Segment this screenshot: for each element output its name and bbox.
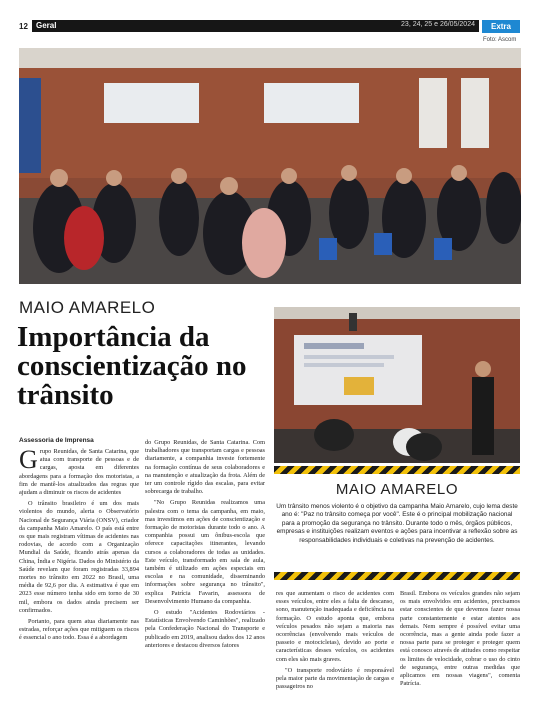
paragraph: O trânsito brasileiro é um dos mais violentos do mundo, alerta o Observatório Nacional de Segurança Viária (ONSV), criador da campanha Maio Amarelo. O país está entre os que mais registram vítimas de acidentes nas rodovias, de acordo com a Organização Mundial da Saúde, ficando atrás apenas da China, Índia e Nigéria. Dados do Ministério da Saúde revelam que foram registradas 33,894 mortes no trânsito em 2022 no Brasil, uma média de 92,6 por dia. A estimativa é que em 2023 esse número tenha sido em torno de 30 mil, embora os dados ainda precisem ser confirmados. <box>19 500 139 614</box>
page-header <box>0 0 541 44</box>
drop-cap: G <box>19 448 38 474</box>
article-kicker: MAIO AMARELO <box>19 298 156 317</box>
section-bar <box>32 20 479 32</box>
article-headline: Importância da conscientização no trânsito <box>17 321 247 411</box>
article-byline: Assessoria de Imprensa <box>19 437 94 444</box>
article-column-1 <box>19 448 139 717</box>
paragraph: O estudo "Acidentes Rodoviários - Estatísticas Envolvendo Caminhões", realizado pela Confederação Nacional do Transporte e publicado em 2019, analisou dados dos 12 anos anteriores e destacou diversos fatores <box>145 609 265 649</box>
paragraph: Brasil. Embora os veículos grandes não sejam os mais envolvidos em acidentes, precisamos estar conscientes de que devemos fazer nossa parte constantemente e estar atentos aos demais. Nem sempre é possível evitar uma ocorrência, mas a gente ainda pode fazer a nossa parte para se proteger e proteger quem está conosco através de atitudes como respeitar os limites de velocidade, cobrar o uso do cinto de segurança, entre outras medidas que aplicamos em nossas viagens", comenta Patrícia. <box>400 590 520 688</box>
hazard-stripe-top <box>274 466 520 474</box>
box-text: Um trânsito menos violento é o objetivo da campanha Maio Amarelo, cujo lema deste ano é: "Paz no trânsito começa por você". Este é o principal mobilização nacional para a promoção da segurança no trânsito. Durante todo o mês, órgãos públicos, empresas e instituições realizam eventos e ações para incentivar a reflexão sobre as responsabilidades individuais e coletivas na prevenção de acidentes. <box>276 503 518 544</box>
brand-logo: Extra <box>482 20 520 33</box>
edition-date: 23, 24, 25 e 26/05/2024 <box>401 21 475 28</box>
hazard-stripe-bottom <box>274 572 520 580</box>
speaker-presentation-photo <box>274 307 520 463</box>
article-column-4 <box>400 590 520 717</box>
box-title: MAIO AMARELO <box>335 481 459 498</box>
section-label: Geral <box>36 21 57 30</box>
paragraph: Grupo Reunidas, de Santa Catarina, que atua com transporte de pessoas e de cargas, aposta em diferentes abordagens para a formação dos motoristas, a fim de mantê-los atualizados das regras que ajudam a diminuir os riscos de acidentes <box>19 448 139 497</box>
paragraph: Portanto, para quem atua diariamente nas estradas, reforçar ações que mitiguem os riscos é essencial o ano todo. Essa é a abordagem <box>19 618 139 642</box>
photo-credit: Foto: Ascom <box>483 37 517 43</box>
paragraph: res que aumentam o risco de acidentes com esses veículos, entre eles a falta de descanso, sono, manutenção inadequada e deficiência na formação. O estudo aponta que, embora veículos pesados não sejam a maioria nas ocorrências (envolvendo mais veículos de passeio e motocicletas), devido ao porte e características desses veículos, os acidentes com eles são mais graves. <box>276 590 394 663</box>
article-column-3 <box>276 590 394 717</box>
article-column-2 <box>145 439 265 717</box>
lecture-audience-photo <box>19 48 521 284</box>
paragraph: "No Grupo Reunidas realizamos uma palestra com o tema da campanha, em maio, mas investimos em ações de conscientização e formação de motoristas durante todo o ano. A companhia possui um ônibus-escola que oferece capacitações itinerantes, levando cursos a colaboradores de todas as unidades. Este veículo, transformado em sala de aula, também é utilizado em ações especiais em escolas e na comunidade, disseminando informações sobre segurança no trânsito", explica Patrícia Favarin, assessora de Desenvolvimento Humano da companhia. <box>145 499 265 605</box>
paragraph: "O transporte rodoviário é responsável pela maior parte da movimentação de cargas e passageiros no <box>276 666 394 691</box>
paragraph: do Grupo Reunidas, de Santa Catarina. Com trabalhadores que transportam cargas e pessoas diariamente, a companhia investe fortemente na formação contínua de seus colaboradores e na manutenção e atualização da frota. Além de ter um controle rígido das escalas, para evitar sobrecarga de trabalho. <box>145 439 265 496</box>
page-number: 12 <box>19 22 28 31</box>
